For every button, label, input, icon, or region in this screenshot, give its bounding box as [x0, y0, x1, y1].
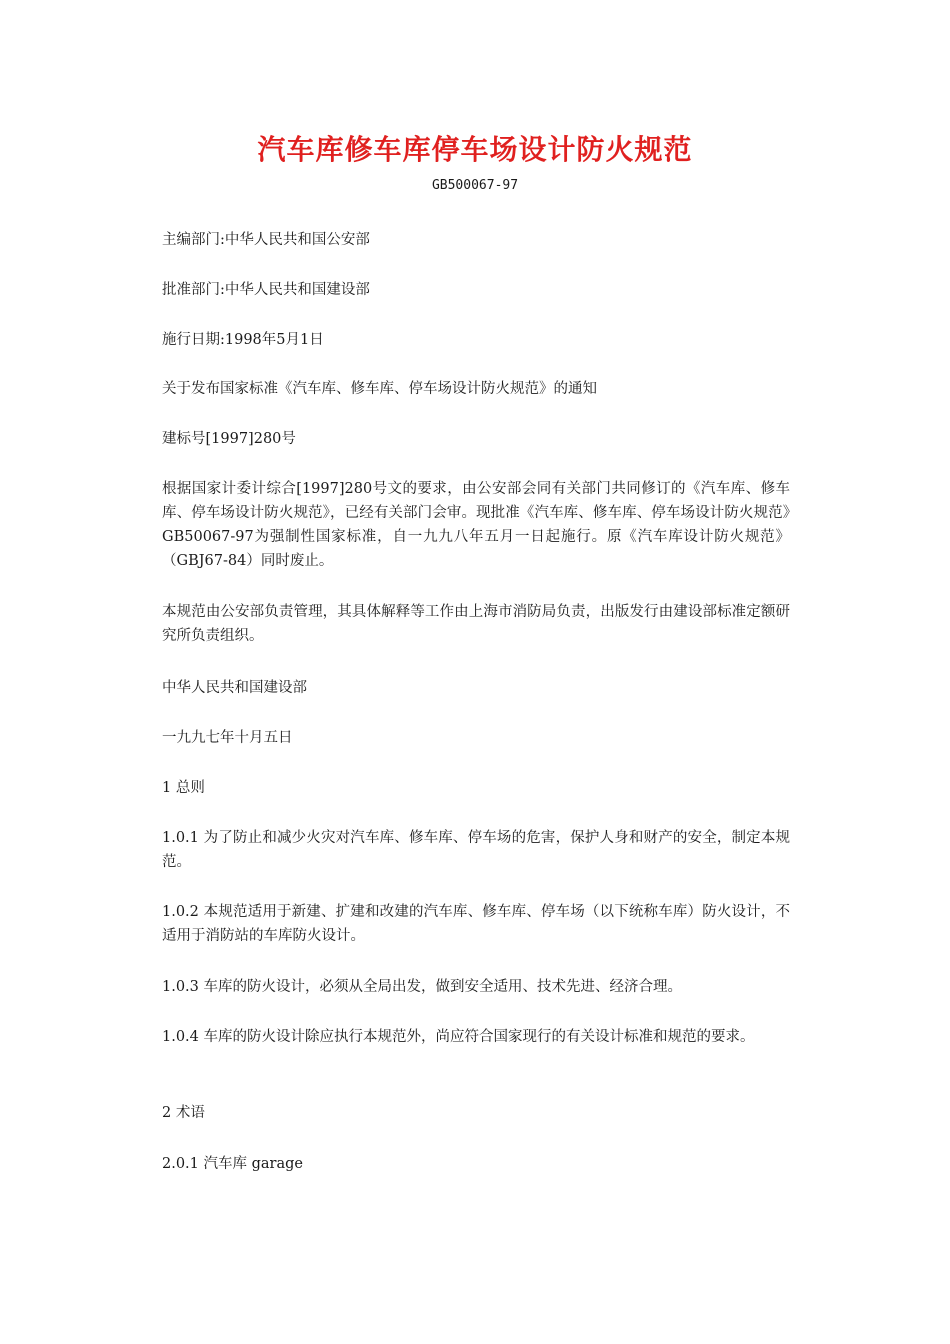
- clause-2-0-1: 2.0.1 汽车库 garage: [162, 1156, 303, 1172]
- notice-number: 建标号[1997]280号: [162, 431, 296, 447]
- editor-department: 主编部门:中华人民共和国公安部: [162, 232, 370, 248]
- clause-1-0-4: 1.0.4 车库的防火设计除应执行本规范外，尚应符合国家现行的有关设计标准和规范的要求。: [162, 1029, 755, 1045]
- section-heading-general: 1 总则: [162, 780, 205, 796]
- notice-body: 根据国家计委计综合[1997]280号文的要求，由公安部会同有关部门共同修订的《汽车库、修车库、停车场设计防火规范》，已经有关部门会审。现批准《汽车库、修车库、停车场设计防火规范》GB50067-97为强制性国家标准，自一九九八年五月一日起施行。原《汽车库设计防火规范》（GBJ67-84）同时废止。: [162, 481, 790, 569]
- clause-1-0-2: 1.0.2 本规范适用于新建、扩建和改建的汽车库、修车库、停车场（以下统称车库）防火设计，不适用于消防站的车库防火设计。: [162, 904, 790, 944]
- clause-1-0-3: 1.0.3 车库的防火设计，必须从全局出发，做到安全适用、技术先进、经济合理。: [162, 979, 683, 995]
- clause-1-0-1: 1.0.1 为了防止和减少火灾对汽车库、修车库、停车场的危害，保护人身和财产的安全，制定本规范。: [162, 830, 790, 870]
- standard-code: GB500067-97: [431, 178, 519, 193]
- management-paragraph: 本规范由公安部负责管理，其具体解释等工作由上海市消防局负责，出版发行由建设部标准定额研究所负责组织。: [162, 604, 790, 644]
- issuing-ministry: 中华人民共和国建设部: [162, 680, 307, 696]
- effective-date: 施行日期:1998年5月1日: [162, 332, 324, 348]
- document-title: 汽车库修车库停车场设计防火规范: [257, 133, 693, 166]
- section-heading-terms: 2 术语: [162, 1105, 205, 1121]
- issue-date: 一九九七年十月五日: [162, 730, 293, 746]
- approval-department: 批准部门:中华人民共和国建设部: [162, 282, 370, 298]
- notice-title: 关于发布国家标准《汽车库、修车库、停车场设计防火规范》的通知: [162, 381, 597, 397]
